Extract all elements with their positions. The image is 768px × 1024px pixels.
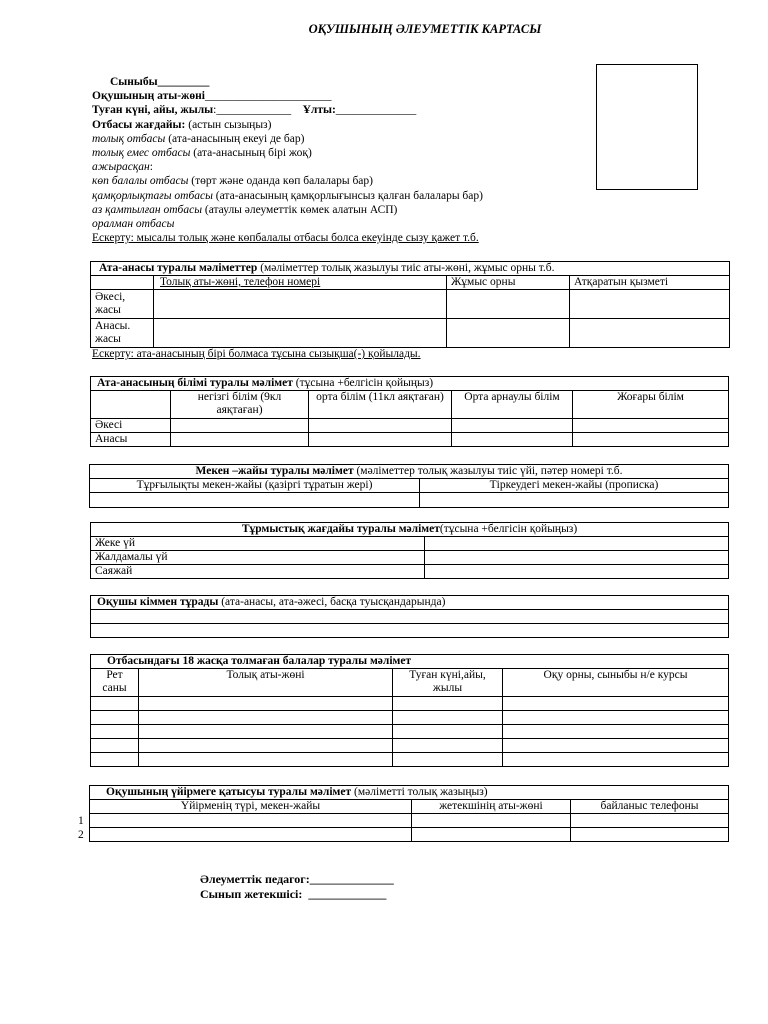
family-item[interactable]: оралман отбасы	[92, 218, 175, 231]
table-cell[interactable]	[90, 828, 412, 842]
name-line	[92, 89, 483, 103]
lives-with-table	[90, 595, 729, 638]
family-item[interactable]: қамқорлықтағы отбасы (ата-анасының қамқорлығынсыз қалған балалары бар)	[92, 189, 483, 202]
table-row	[91, 753, 729, 767]
table-cell[interactable]	[91, 697, 139, 711]
parents-col-work: Жұмыс орны	[447, 276, 570, 290]
lives-with-header: Оқушы кіммен тұрады (ата-анасы, ата-әжесі, басқа туысқандарында)	[91, 596, 729, 610]
family-item[interactable]: толық емес отбасы (ата-анасының бірі жоқ)	[92, 147, 312, 160]
education-col-higher: Жоғары білім	[573, 391, 729, 419]
table-cell[interactable]	[570, 290, 730, 319]
table-cell[interactable]	[393, 711, 503, 725]
table-cell[interactable]	[154, 290, 447, 319]
name-blank[interactable]: ______________________	[204, 90, 332, 103]
education-col-secondary: орта білім (11кл аяқтаған)	[309, 391, 452, 419]
nation-label: Ұлты:	[302, 104, 336, 117]
family-item[interactable]: көп балалы отбасы (төрт және оданда көп балалары бар)	[92, 175, 373, 188]
table-cell[interactable]	[91, 753, 139, 767]
table-cell[interactable]	[171, 433, 309, 447]
table-cell[interactable]	[139, 725, 393, 739]
table-cell[interactable]	[503, 697, 729, 711]
parents-row-father: Әкесі, жасы	[91, 290, 154, 319]
education-col-vocational: Орта арнаулы білім	[452, 391, 573, 419]
family-item[interactable]: аз қамтылған отбасы (атаулы әлеуметтік көмек алатын АСП)	[92, 203, 398, 216]
table-cell[interactable]	[425, 537, 729, 551]
table-cell[interactable]	[139, 753, 393, 767]
photo-placeholder	[596, 64, 698, 190]
table-cell[interactable]	[452, 433, 573, 447]
table-cell[interactable]	[90, 814, 412, 828]
clubs-row-number: 1	[78, 815, 84, 827]
table-cell[interactable]	[91, 739, 139, 753]
address-col-registered: Тіркеудегі мекен-жайы (прописка)	[420, 479, 729, 493]
table-cell[interactable]	[309, 419, 452, 433]
table-cell[interactable]	[503, 711, 729, 725]
table-cell[interactable]	[503, 739, 729, 753]
class-line	[92, 75, 483, 89]
family-hint: (астын сызыңыз)	[188, 118, 272, 131]
housing-row-dacha: Саяжай	[91, 565, 425, 579]
table-cell[interactable]	[91, 610, 729, 624]
table-row	[91, 711, 729, 725]
class-label: Сыныбы	[110, 76, 158, 88]
table-cell[interactable]	[393, 697, 503, 711]
children-col-name: Толық аты-жөні	[139, 669, 393, 697]
children-col-birth: Туған күні,айы, жылы	[393, 669, 503, 697]
children-table	[90, 654, 729, 767]
housing-table	[90, 522, 729, 579]
parents-table	[90, 261, 730, 348]
table-cell[interactable]	[571, 814, 729, 828]
table-cell[interactable]	[91, 624, 729, 638]
family-item[interactable]: толық отбасы (ата-анасының екеуі де бар)	[92, 132, 305, 145]
table-cell[interactable]	[447, 319, 570, 348]
education-row-mother: Анасы	[91, 433, 171, 447]
table-cell[interactable]	[171, 419, 309, 433]
table-cell[interactable]	[425, 565, 729, 579]
table-cell[interactable]	[503, 725, 729, 739]
table-cell[interactable]	[447, 290, 570, 319]
table-cell[interactable]	[139, 697, 393, 711]
children-col-school: Оқу орны, сыныбы н/е курсы	[503, 669, 729, 697]
family-item[interactable]: ажырасқан:	[92, 161, 153, 174]
address-header: Мекен –жайы туралы мәлімет (мәліметтер толық жазылуы тиіс үйі, пәтер номері т.б.	[90, 465, 729, 479]
clubs-row-number: 2	[78, 829, 84, 841]
family-line	[92, 118, 483, 132]
housing-row-own: Жеке үй	[91, 537, 425, 551]
table-cell[interactable]	[139, 739, 393, 753]
housing-header: Тұрмыстық жағдайы туралы мәлімет(тұсына +белгісін қойыңыз)	[91, 523, 729, 537]
family-note: Ескерту: мысалы толық және көпбалалы отбасы болса екеуінде сызу қажет т.б.	[92, 232, 479, 245]
table-cell[interactable]	[420, 493, 729, 508]
clubs-header: Оқушының үйірмеге қатысуы туралы мәлімет (мәліметті толық жазыңыз)	[90, 786, 729, 800]
table-cell[interactable]	[154, 319, 447, 348]
table-cell[interactable]	[309, 433, 452, 447]
parents-col-position: Атқаратын қызметі	[570, 276, 730, 290]
table-cell[interactable]	[91, 725, 139, 739]
parents-row-mother: Анасы. жасы	[91, 319, 154, 348]
parents-header: Ата-анасы туралы мәліметтер (мәліметтер толық жазылуы тиіс аты-жөні, жұмыс орны т.б.	[91, 262, 730, 276]
address-table	[89, 464, 729, 508]
table-row	[91, 697, 729, 711]
birth-label: Туған күні, айы, жылы	[92, 104, 214, 117]
table-cell[interactable]	[393, 739, 503, 753]
education-col-basic: негізгі білім (9кл аяқтаған)	[171, 391, 309, 419]
parents-note: Ескерту: ата-анасының бірі болмаса тұсына сызықша(-) қойылады.	[92, 348, 421, 360]
pedagog-blank[interactable]: ______________	[309, 872, 394, 886]
table-cell[interactable]	[91, 711, 139, 725]
family-label: Отбасы жағдайы:	[92, 118, 186, 131]
parents-col-name: Толық аты-жөні, телефон номері	[160, 276, 321, 288]
table-cell[interactable]	[90, 493, 420, 508]
children-col-number: Рет саны	[91, 669, 139, 697]
table-cell[interactable]	[393, 753, 503, 767]
table-cell[interactable]	[452, 419, 573, 433]
education-header: Ата-анасының білімі туралы мәлімет (тұсына +белгісін қойыңыз)	[91, 377, 729, 391]
housing-row-rented: Жалдамалы үй	[91, 551, 425, 565]
nation-blank[interactable]: ______________	[335, 104, 417, 117]
address-col-actual: Тұрғылықты мекен-жайы (қазіргі тұратын жері)	[90, 479, 420, 493]
table-row	[90, 828, 729, 842]
education-row-father: Әкесі	[91, 419, 171, 433]
pedagog-label: Әлеуметтік педагог:	[200, 872, 310, 886]
table-cell[interactable]	[412, 814, 571, 828]
table-cell[interactable]	[573, 419, 729, 433]
table-cell[interactable]	[393, 725, 503, 739]
table-row	[91, 725, 729, 739]
teacher-label: Сынып жетекшісі:	[200, 887, 303, 901]
birth-line	[92, 103, 483, 117]
table-row	[90, 814, 729, 828]
table-cell[interactable]	[573, 433, 729, 447]
clubs-col-leader: жетекшінің аты-жөні	[412, 800, 571, 814]
table-cell[interactable]	[570, 319, 730, 348]
table-cell[interactable]	[571, 828, 729, 842]
clubs-table	[89, 785, 729, 842]
clubs-col-type: Үйірменің түрі, мекен-жайы	[90, 800, 412, 814]
table-cell[interactable]	[139, 711, 393, 725]
table-cell[interactable]	[425, 551, 729, 565]
birth-blank[interactable]: :_____________	[213, 104, 292, 117]
student-info	[92, 75, 483, 245]
signatures	[200, 872, 394, 902]
teacher-blank[interactable]: _____________	[308, 887, 387, 901]
page-title: ОҚУШЫНЫҢ ӘЛЕУМЕТТІК КАРТАСЫ	[308, 22, 542, 36]
clubs-col-phone: байланыс телефоны	[571, 800, 729, 814]
class-blank[interactable]: _________	[157, 76, 210, 88]
children-header: Отбасындағы 18 жасқа толмаған балалар туралы мәлімет	[91, 655, 729, 669]
table-cell[interactable]	[412, 828, 571, 842]
education-table	[90, 376, 729, 447]
name-label: Оқушының аты-жөні	[92, 90, 205, 103]
table-row	[91, 739, 729, 753]
table-cell[interactable]	[503, 753, 729, 767]
